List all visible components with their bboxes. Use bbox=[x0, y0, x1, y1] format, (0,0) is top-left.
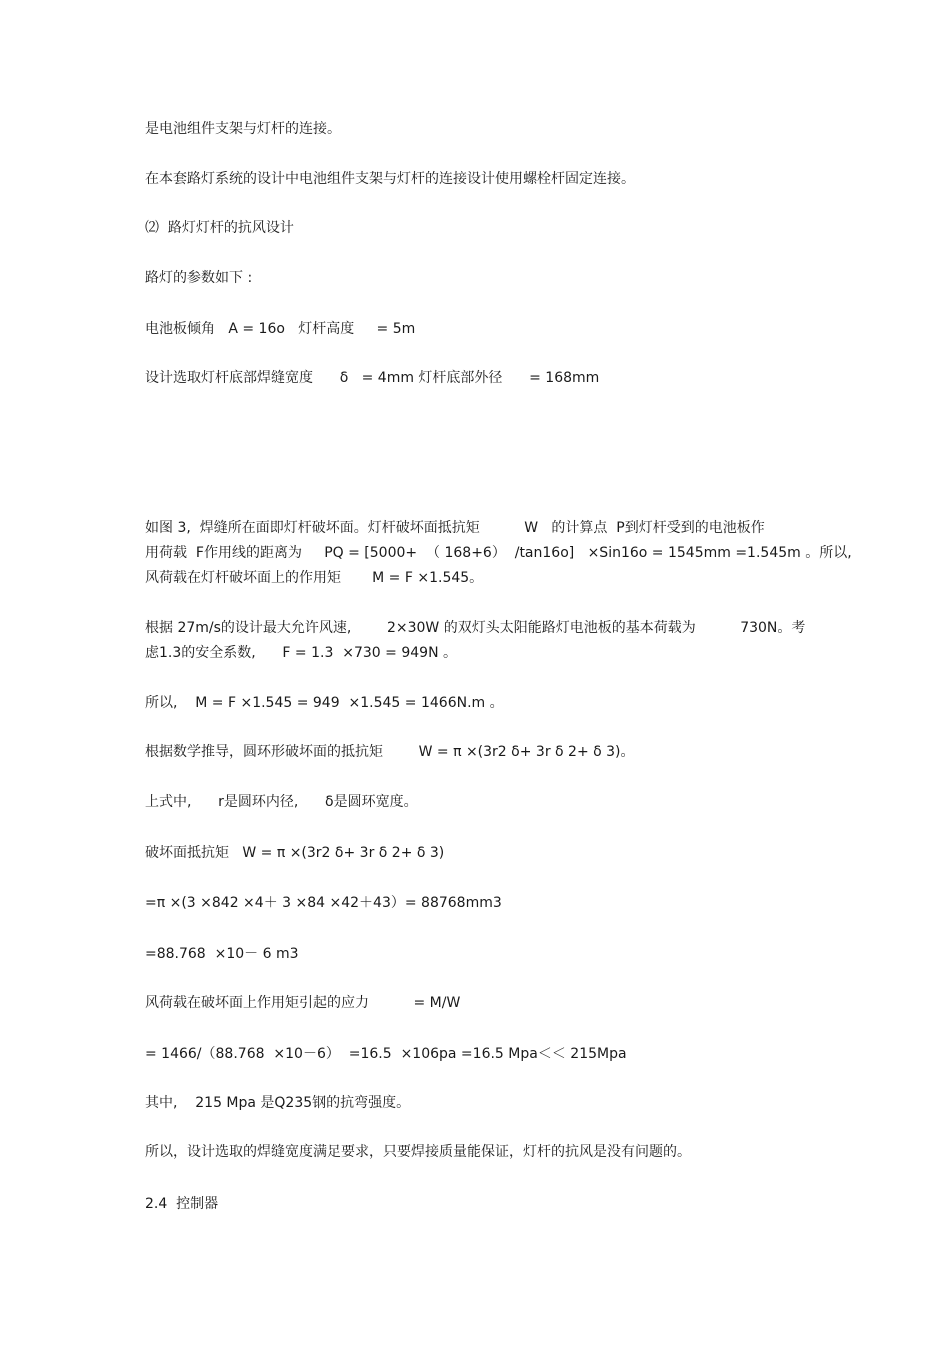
paragraph-line: 用荷载 F作用线的距离为 PQ = [5000+ （ 168+6） /tan16o] ×Sin16o = 1545mm =1.545m 。所以, bbox=[145, 545, 852, 561]
formula-line: 风荷载在破坏面上作用矩引起的应力 = M/W bbox=[145, 995, 461, 1011]
parameter-line: 设计选取灯杆底部焊缝宽度 δ = 4mm 灯杆底部外径 = 168mm bbox=[145, 370, 600, 386]
section-heading: 2.4 控制器 bbox=[145, 1196, 219, 1212]
formula-line: = 1466/（88.768 ×10－6） =16.5 ×106pa =16.5 Mpa＜＜ 215Mpa bbox=[145, 1046, 627, 1062]
paragraph-line: 在本套路灯系统的设计中电池组件支架与灯杆的连接设计使用螺栓杆固定连接。 bbox=[145, 171, 635, 187]
formula-line: 根据数学推导，圆环形破坏面的抵抗矩 W = π ×(3r2 δ+ 3r δ 2+ δ 3)。 bbox=[145, 744, 635, 760]
section-heading: ⑵ 路灯灯杆的抗风设计 bbox=[145, 220, 294, 236]
paragraph-line: 是电池组件支架与灯杆的连接。 bbox=[145, 121, 341, 137]
formula-line: 所以, M = F ×1.545 = 949 ×1.545 = 1466N.m 。 bbox=[145, 695, 504, 711]
formula-line: 破坏面抵抗矩 W = π ×(3r2 δ+ 3r δ 2+ δ 3) bbox=[145, 845, 445, 861]
formula-line: =88.768 ×10－ 6 m3 bbox=[145, 946, 299, 962]
parameter-line: 电池板倾角 A = 16o 灯杆高度 = 5m bbox=[145, 321, 416, 337]
formula-line: =π ×(3 ×842 ×4＋ 3 ×84 ×42＋43）= 88768mm3 bbox=[145, 895, 502, 911]
paragraph-line: 风荷载在灯杆破坏面上的作用矩 M = F ×1.545。 bbox=[145, 570, 484, 586]
paragraph-line: 上式中, r是圆环内径, δ是圆环宽度。 bbox=[145, 794, 418, 810]
paragraph-line: 如图 3, 焊缝所在面即灯杆破坏面。灯杆破坏面抵抗矩 W 的计算点 P到灯杆受到的电池板作 bbox=[145, 520, 765, 536]
paragraph-line: 路灯的参数如下 : bbox=[145, 270, 253, 286]
paragraph-line: 根据 27m/s的设计最大允许风速, 2×30W 的双灯头太阳能路灯电池板的基本荷载为 730N。考 bbox=[145, 620, 806, 636]
paragraph-line: 所以，设计选取的焊缝宽度满足要求，只要焊接质量能保证，灯杆的抗风是没有问题的。 bbox=[145, 1144, 691, 1160]
paragraph-line: 其中, 215 Mpa 是Q235钢的抗弯强度。 bbox=[145, 1095, 411, 1111]
paragraph-line: 虑1.3的安全系数, F = 1.3 ×730 = 949N 。 bbox=[145, 645, 457, 661]
